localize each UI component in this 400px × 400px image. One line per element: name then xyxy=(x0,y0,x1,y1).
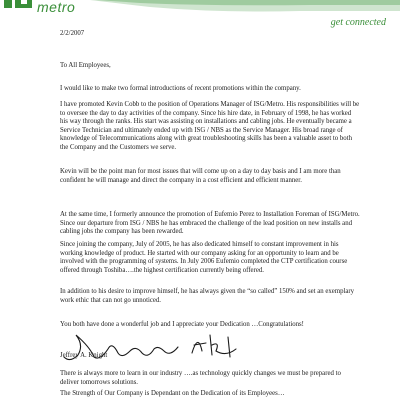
paragraph-work-ethic: In addition to his desire to improve himself, he has always given the “so called” 150% and set an exemplary work ethic that can not go unnoticed. xyxy=(60,288,355,304)
letter-date: 2/2/2007 xyxy=(60,30,85,37)
paragraph-eufemio-promotion: At the same time, I formerly announce the promotion of Eufemio Perez to Installation Foreman of ISG/Metro. Since our departure from ISG / NBS he has embraced the challenge of the lead position on new installs and cabling jobs the company has been rewarded. xyxy=(60,211,360,236)
paragraph-closing-motto: The Strength of Our Company is Dependant on the Dedication of its Employees… xyxy=(60,390,285,397)
tagline: get connected xyxy=(330,17,386,28)
salutation: To All Employees, xyxy=(60,62,111,69)
paragraph-industry-note: There is always more to learn in our industry ….as technology quickly changes we must be prepared to deliver tomorrows solutions. xyxy=(60,370,341,386)
paragraph-congratulations: You both have done a wonderful job and I appreciate your Dedication …Congratulations! xyxy=(60,321,304,328)
logo-text: metro xyxy=(37,0,76,15)
paragraph-kevin-promotion: I have promoted Kevin Cobb to the position of Operations Manager of ISG/Metro. His responsibilities will be to oversee the day to day activities of the company. Since his hire date, in February of 1998, he has worked his way through the ranks. His start was assisting on installations and cabling jobs. He eventually became a Service Technician and ultimately ended up with ISG / NBS as the Service Manager. His broad range of knowledge of Telecommunications along with great troubleshooting skills has been a valuable asset to both the Company and the Customers we serve. xyxy=(60,101,360,151)
signer-name: Jeffrey A. Knight xyxy=(60,352,108,359)
handwritten-signature xyxy=(60,327,250,365)
paragraph-kevin-role: Kevin will be the point man for most issues that will come up on a day to day basis and I am more than confident he will manage and direct the company in a cost efficient and efficient manner. xyxy=(60,168,341,184)
paragraph-introduction: I would like to make two formal introductions of recent promotions within the company. xyxy=(60,85,301,92)
paragraph-eufemio-history: Since joining the company, July of 2005, he has also dedicated himself to constant improvement in his working knowledge of product. He started with our company asking for an opportunity to learn and be involved with the programming of systems. In July 2006 Eufemio completed the CTP certification course offered through Toshiba….the highest certification currently being offered. xyxy=(60,241,348,274)
